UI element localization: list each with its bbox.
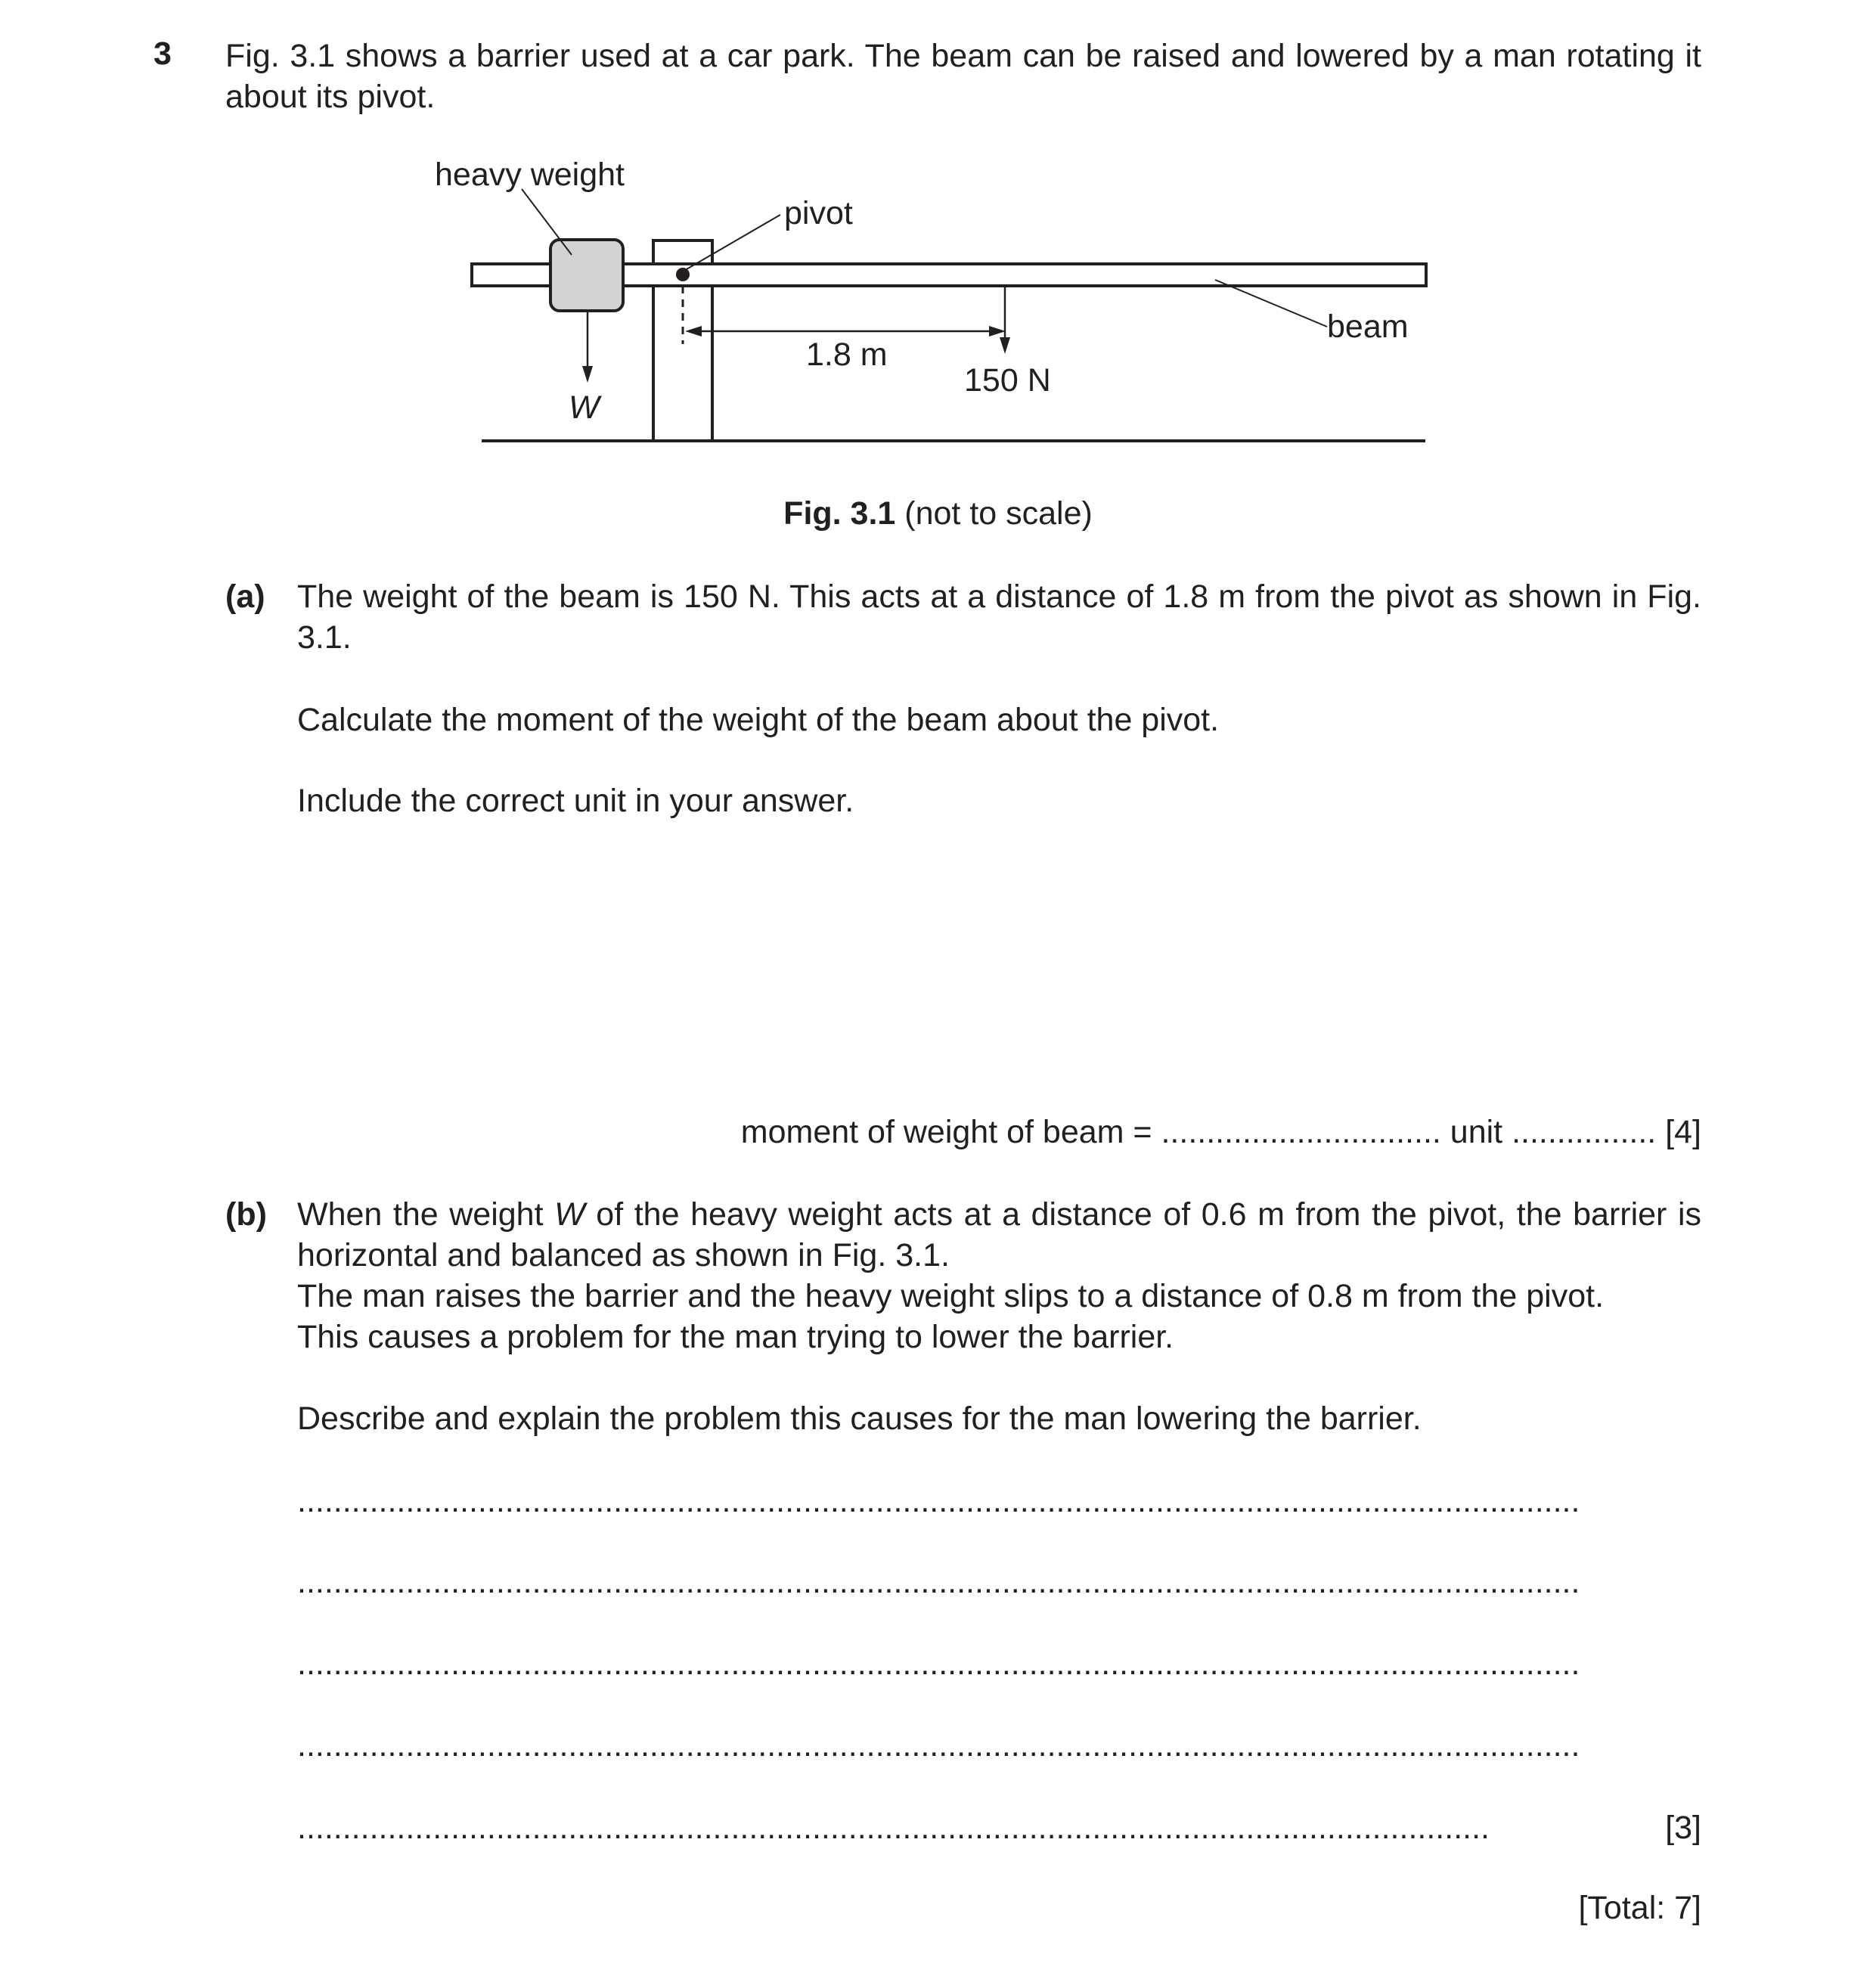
- barrier-diagram: [0, 144, 1876, 492]
- part-a-text-2: Calculate the moment of the weight of the beam about the pivot.: [297, 702, 1220, 738]
- distance-arrowhead-right: [989, 326, 1006, 337]
- part-b-text-1-end: of the heavy weight acts at a distance of 0.6 m from the pivot, the barrier is horizontal and balanced as shown in Fig. 3.1.: [297, 1196, 1701, 1273]
- beam-weight-arrowhead: [1000, 337, 1010, 354]
- distance-label: 1.8 m: [806, 337, 888, 373]
- part-b-label: (b): [225, 1196, 267, 1233]
- question-intro: Fig. 3.1 shows a barrier used at a car park. The beam can be raised and lowered by a man rotating it about its pivot.: [225, 38, 1701, 115]
- part-b-text-1: [297, 1194, 1701, 1276]
- answer-prefix: moment of weight of beam =: [740, 1114, 1161, 1150]
- answer-line-5[interactable]: ....................................................................................................................................: [297, 1810, 1490, 1846]
- part-a-text-1: The weight of the beam is 150 N. This acts at a distance of 1.8 m from the pivot as shown in Fig. 3.1.: [297, 579, 1701, 656]
- part-b-marks: [3]: [1665, 1810, 1701, 1846]
- answer-line-1[interactable]: ..............................................................................................................................................: [297, 1483, 1580, 1519]
- question-number: 3: [153, 36, 172, 72]
- pivot-label: pivot: [784, 195, 853, 231]
- figure-caption-number: Fig. 3.1: [783, 495, 896, 532]
- force-label: 150 N: [964, 362, 1051, 399]
- part-a-label: (a): [225, 579, 265, 615]
- figure-caption-note: (not to scale): [895, 495, 1093, 532]
- answer-line-4[interactable]: ..............................................................................................................................................: [297, 1727, 1580, 1763]
- part-a-answer-line: [302, 1112, 1701, 1152]
- weight-symbol-label: W: [569, 389, 600, 426]
- total-marks: [Total: 7]: [1578, 1890, 1701, 1926]
- answer-line-3[interactable]: ..............................................................................................................................................: [297, 1646, 1580, 1682]
- beam-label: beam: [1327, 309, 1409, 345]
- part-a-marks: [4]: [1665, 1114, 1701, 1150]
- pivot-point: [676, 268, 690, 281]
- unit-label: unit: [1440, 1114, 1512, 1150]
- heavy-weight-arrowhead: [582, 366, 593, 383]
- part-b-text-4: Describe and explain the problem this causes for the man lowering the barrier.: [297, 1400, 1422, 1437]
- answer-line-2[interactable]: ..............................................................................................................................................: [297, 1564, 1580, 1600]
- figure-caption: [0, 493, 1876, 534]
- answer-field[interactable]: ...............................: [1161, 1114, 1441, 1150]
- unit-field[interactable]: ................: [1512, 1114, 1657, 1150]
- heavy-weight-label: heavy weight: [435, 157, 625, 193]
- part-b-text-3: This causes a problem for the man trying to lower the barrier.: [297, 1319, 1174, 1355]
- part-a-text-3: Include the correct unit in your answer.: [297, 783, 854, 819]
- heavy-weight-block: [550, 240, 623, 311]
- part-b-text-1-start: When the weight: [297, 1196, 555, 1233]
- heavy-weight-leader: [522, 189, 572, 255]
- part-b-text-2: The man raises the barrier and the heavy weight slips to a distance of 0.8 m from the pivot.: [297, 1278, 1605, 1314]
- weight-symbol: W: [554, 1196, 585, 1233]
